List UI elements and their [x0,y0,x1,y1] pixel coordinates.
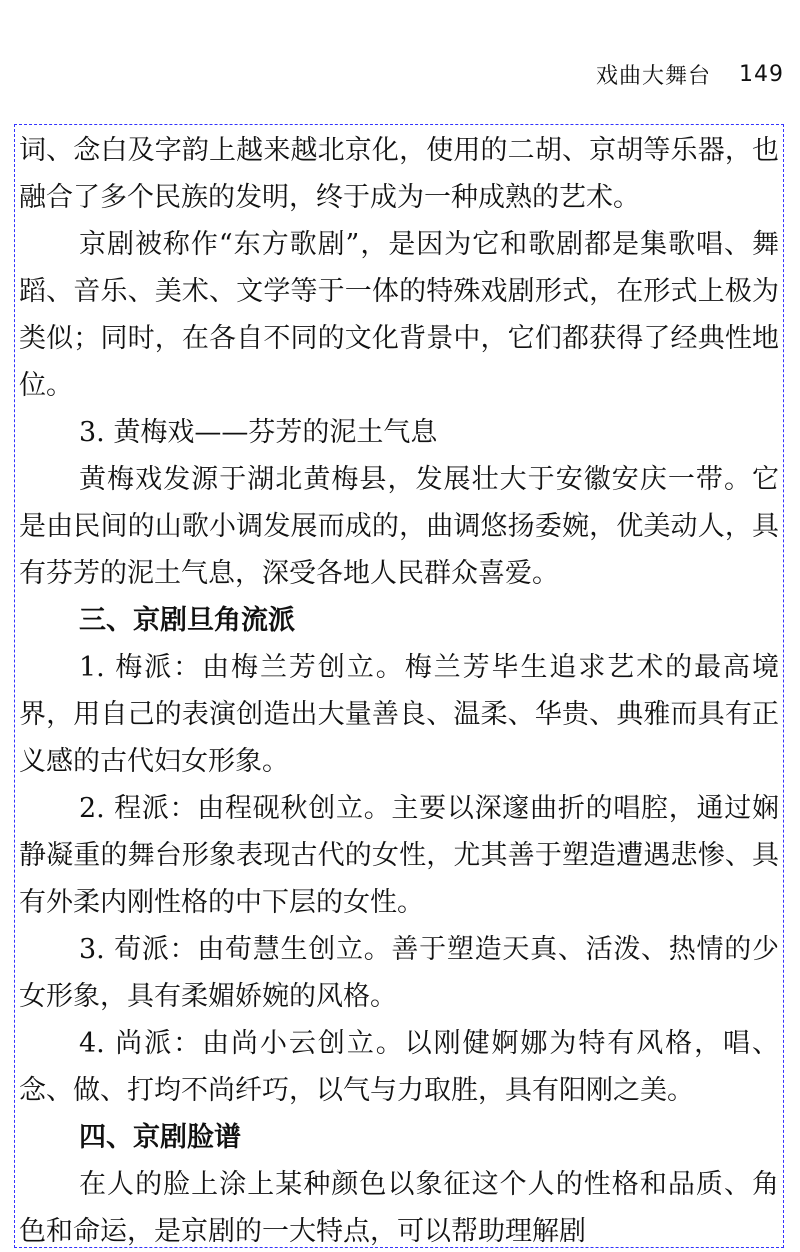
subheading-huangmei-opera: 3. 黄梅戏——芬芳的泥土气息 [79,417,438,448]
page-number: 149 [739,61,784,87]
paragraph-continuation: 词、念白及字韵上越来越北京化，使用的二胡、京胡等乐器，也融合了多个民族的发明，终于成为一种成熟的艺术。 [19,135,779,213]
paragraph-huangmei-opera: 黄梅戏发源于湖北黄梅县，发展壮大于安徽安庆一带。它是由民间的山歌小调发展而成的，曲调悠扬委婉，优美动人，具有芬芳的泥土气息，深受各地人民群众喜爱。 [19,464,779,589]
page-body [19,127,779,1248]
paragraph-peking-opera-eastern-opera: 京剧被称作“东方歌剧”，是因为它和歌剧都是集歌唱、舞蹈、音乐、美术、文学等于一体的特殊戏剧形式，在形式上极为类似；同时，在各自不同的文化背景中，它们都获得了经典性地位。 [19,229,779,401]
section-heading-dan-schools: 三、京剧旦角流派 [79,605,295,636]
section-heading-facial-makeup: 四、京剧脸谱 [79,1122,241,1153]
running-header [596,58,784,90]
paragraph-mei-school: 1. 梅派：由梅兰芳创立。梅兰芳毕生追求艺术的最高境界，用自己的表演创造出大量善良、温柔、华贵、典雅而具有正义感的古代妇女形象。 [19,652,779,777]
running-title: 戏曲大舞台 [595,63,711,89]
paragraph-shang-school: 4. 尚派：由尚小云创立。以刚健婀娜为特有风格，唱、念、做、打均不尚纤巧，以气与力取胜，具有阳刚之美。 [19,1028,779,1106]
paragraph-cheng-school: 2. 程派：由程砚秋创立。主要以深邃曲折的唱腔，通过娴静凝重的舞台形象表现古代的女性，尤其善于塑造遭遇悲惨、具有外柔内刚性格的中下层的女性。 [19,793,779,918]
paragraph-facial-makeup: 在人的脸上涂上某种颜色以象征这个人的性格和品质、角色和命运，是京剧的一大特点，可以帮助理解剧 [19,1169,779,1247]
text-frame [14,124,784,1248]
paragraph-xun-school: 3. 荀派：由荀慧生创立。善于塑造天真、活泼、热情的少女形象，具有柔媚娇婉的风格。 [19,934,779,1012]
